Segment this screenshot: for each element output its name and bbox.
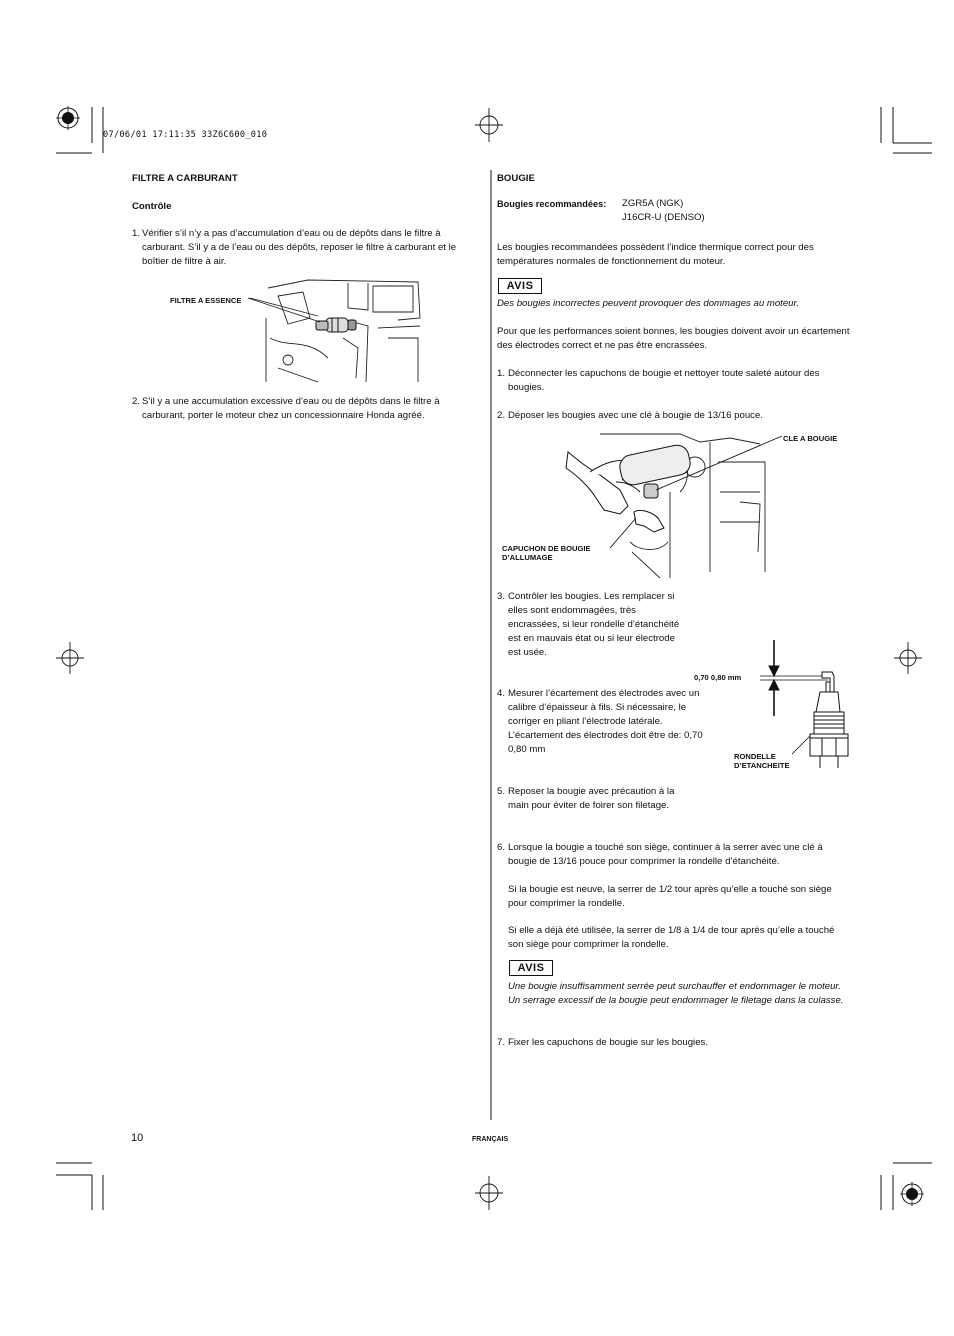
figure-label-sealing-washer: RONDELLE D’ETANCHEITE — [734, 752, 790, 770]
step-text: Contrôler les bougies. Les remplacer si elles sont endommagées, très encrassées, si leur rondelle d’étanchéité est en mauvais état ou si leur électrode est usée. — [508, 591, 680, 658]
figure-label-plug-cap: CAPUCHON DE BOUGIE D’ALLUMAGE — [502, 544, 591, 562]
registration-target-icon — [56, 106, 80, 130]
recommended-plug-ngk: ZGR5A (NGK) — [622, 198, 684, 209]
step-text: Reposer la bougie avec précaution à la main pour éviter de foirer son filetage. — [508, 786, 675, 811]
step-7-spark-plug — [497, 1036, 852, 1050]
crosshair-icon — [475, 1176, 503, 1210]
section-title-spark-plug: BOUGIE — [497, 173, 535, 184]
step-number: 4. — [497, 688, 506, 699]
section-title-fuel-filter: FILTRE A CARBURANT — [132, 173, 238, 184]
performance-paragraph: Pour que les performances soient bonnes, les bougies doivent avoir un écartement des électrodes correct et ne pas être encrassées. — [497, 326, 850, 351]
fuel-filter-illustration — [248, 278, 424, 384]
step-6-used-plug-paragraph: Si elle a déjà été utilisée, la serrer de 1/8 à 1/4 de tour après qu’elle a touché son siège pour comprimer la rondelle. — [508, 925, 835, 950]
step-text: Mesurer l’écartement des électrodes avec un calibre d’épaisseur à fils. Si nécessaire, le corriger en pliant l’électrode latérale. L’écartement des électrodes doit être de: 0,70 0,80 mm — [508, 688, 703, 755]
step-number: 2. — [132, 396, 141, 407]
step-number: 2. — [497, 410, 506, 421]
crosshair-icon — [475, 108, 503, 142]
step-6-spark-plug — [497, 841, 852, 869]
step-text: Déconnecter les capuchons de bougie et nettoyer toute saleté autour des bougies. — [508, 368, 820, 393]
plug-intro-paragraph: Les bougies recommandées possèdent l’indice thermique correct pour des températures normales de fonctionnement du moteur. — [497, 242, 814, 267]
spark-plug-gap-diagram — [760, 638, 860, 770]
step-number: 5. — [497, 786, 506, 797]
crosshair-icon — [56, 642, 84, 674]
figure-label-plug-wrench: CLE A BOUGIE — [783, 434, 838, 443]
step-number: 6. — [497, 842, 506, 853]
step-text: Déposer les bougies avec une clé à bougie de 13/16 pouce. — [508, 410, 763, 421]
step-2-fuel-filter — [132, 395, 482, 423]
step-text: Vérifier s’il n’y a pas d’accumulation d’eau ou de dépôts dans le filtre à carburant. S’il y a de l’eau ou des dépôts, reposer le filtre à carburant et le boîtier de filtre à air. — [142, 228, 457, 267]
recommended-plugs-label: Bougies recommandées: — [497, 199, 607, 209]
notice-text-incorrect-plugs: Des bougies incorrectes peuvent provoquer des dommages au moteur. — [497, 298, 800, 309]
step-text: Lorsque la bougie a touché son siège, continuer à la serrer avec une clé à bougie de 13/16 pouce pour comprimer la rondelle d’étanchéité. — [508, 842, 823, 867]
subsection-title-check: Contrôle — [132, 201, 172, 212]
notice-text-tightening: Une bougie insuffisamment serrée peut surchauffer et endommager le moteur. Un serrage excessif de la bougie peut endommager le filetage dans la culasse. — [508, 981, 844, 1006]
footer-language: FRANÇAIS — [472, 1136, 509, 1143]
notice-badge: AVIS — [498, 278, 542, 294]
step-number: 3. — [497, 591, 506, 602]
print-stamp: 07/06/01 17:11:35 33Z6C600_010 — [103, 130, 268, 140]
registration-target-icon — [900, 1182, 924, 1206]
step-5-spark-plug — [497, 785, 687, 813]
page-number: 10 — [131, 1132, 144, 1144]
step-text: S’il y a une accumulation excessive d’eau ou de dépôts dans le filtre à carburant, porter le moteur chez un concessionnaire Honda agréé. — [142, 396, 440, 421]
step-6-new-plug-paragraph: Si la bougie est neuve, la serrer de 1/2 tour après qu’elle a touché son siège pour comprimer la rondelle. — [508, 884, 832, 909]
step-number: 7. — [497, 1037, 506, 1048]
step-number: 1. — [132, 228, 141, 239]
step-text: Fixer les capuchons de bougie sur les bougies. — [508, 1037, 708, 1048]
crosshair-icon — [894, 642, 922, 674]
step-4-spark-plug — [497, 687, 707, 757]
step-1-fuel-filter — [132, 227, 482, 269]
step-1-spark-plug — [497, 367, 852, 395]
step-3-spark-plug — [497, 590, 687, 660]
figure-label-fuel-filter: FILTRE A ESSENCE — [170, 296, 242, 305]
figure-label-gap: 0,70 0,80 mm — [694, 673, 742, 682]
step-number: 1. — [497, 368, 506, 379]
step-2-spark-plug — [497, 409, 852, 423]
recommended-plug-denso: J16CR-U (DENSO) — [622, 212, 705, 223]
notice-badge: AVIS — [509, 960, 553, 976]
